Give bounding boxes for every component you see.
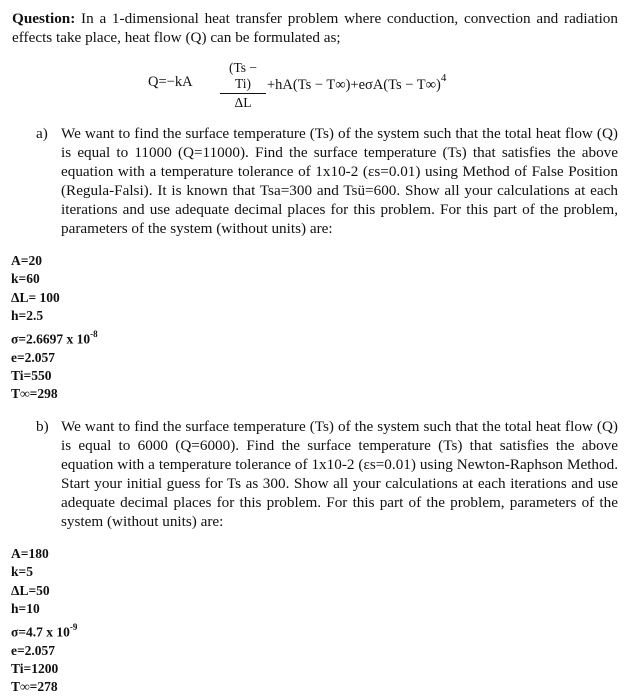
heat-flow-formula [148,60,478,108]
formula-numerator: (Ts − Ti) [220,60,266,94]
part-b-parameters [11,545,77,697]
param-a-e: e=2.057 [11,349,56,365]
param-b-sigma-base: σ=4.7 x 10 [11,624,70,640]
part-a-label: a) [36,125,48,142]
param-a-tinf: T∞=298 [11,386,58,402]
param-a-delta-l: ΔL= 100 [11,289,60,305]
param-b-h: h=10 [11,601,40,617]
param-a-area: A=20 [11,253,42,268]
formula-denominator: ΔL [234,95,252,110]
param-a-sigma-exponent: -8 [90,328,98,339]
param-b-e: e=2.057 [11,642,56,658]
part-b [36,417,618,531]
formula-lhs: Q=−kA [148,74,193,90]
param-b-delta-l: ΔL=50 [11,582,50,598]
formula-fraction [220,60,266,111]
part-a-text: We want to find the surface temperature (Ts) of the system such that the total heat flow (Q) is equal to 11000 (Q=11000). Find the surface temperature (Ts) that satisfies the above equation with a temperature tolerance of 1x10-2 (εs=0.01) using Method of False Position (Regula-Falsi). It is known that Tsa=300 and Tsü=600. Show all your calculations at each iterations and use adequate decimal places for this problem. For this part of the problem, parameters of the system (without units) are: [61,125,618,237]
param-a-k: k=60 [11,271,40,287]
param-a-sigma-base: σ=2.6697 x 10 [11,331,91,347]
question-intro-text: In a 1-dimensional heat transfer problem where conduction, convection and radiation effects take place, heat flow (Q) can be formulated as; [12,10,618,46]
question-label: Question: [12,10,76,27]
param-b-sigma-exponent: -9 [69,621,78,632]
formula-rest [267,74,446,94]
part-b-text: We want to find the surface temperature (Ts) of the system such that the total heat flow (Q) is equal to 6000 (Q=6000). Find the surface temperature (Ts) that satisfies the above equation with a temperature tolerance of 1x10-2 (εs=0.01) using Newton-Raphson Method. Start your initial guess for Ts as 300. Show all your calculations at each iterations and use adequate decimal places for this problem. For this part of the problem, parameters of the system (without units) are: [61,418,618,530]
param-b-k: k=5 [11,564,33,580]
question-intro [12,9,618,47]
part-b-label: b) [36,418,49,435]
param-b-sigma [11,619,77,642]
param-b-ti: Ti=1200 [11,660,59,676]
part-a [36,124,618,238]
param-b-tinf: T∞=278 [11,679,58,695]
param-a-h: h=2.5 [11,308,44,324]
param-a-sigma [11,326,98,349]
part-a-parameters [11,252,98,404]
param-a-ti: Ti=550 [11,367,52,383]
param-b-area: A=180 [11,546,49,561]
formula-exponent: 4 [440,72,447,84]
formula-rest-terms: +hA(Ts − T∞)+eσA(Ts − T∞) [267,76,441,93]
